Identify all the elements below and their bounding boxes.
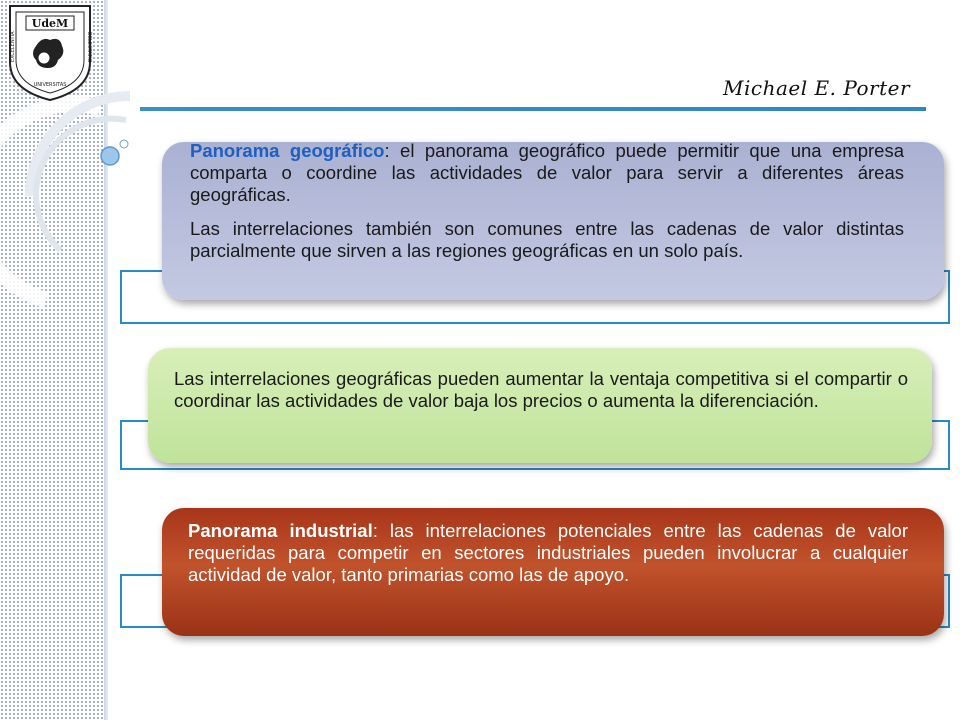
geographic-scope-paragraph [190, 140, 904, 206]
bubble-large [101, 147, 119, 165]
geographic-scope-heading: Panorama geográfico [190, 140, 385, 161]
industrial-scope-text: : las interrelaciones potenciales entre las cadenas de valor requeridas para competir en sectores industriales pueden involucrar a cualquier actividad de valor, tanto primarias como las de apoyo. [188, 520, 908, 585]
logo-motto-left: EXCELENTIA [10, 31, 16, 62]
logo-motto-right: DELECTATIO [86, 32, 92, 63]
logo-monogram: UdeM [31, 17, 69, 30]
bubble-small [120, 140, 128, 148]
geographic-scope-text: : el panorama geográfico puede permitir que una empresa comparta o coordine las actividades de valor para servir a diferentes áreas geográficas. [190, 140, 904, 205]
industrial-scope-heading: Panorama industrial [188, 520, 373, 541]
author-name: Michael E. Porter [723, 76, 910, 100]
university-logo [4, 2, 96, 102]
industrial-scope-paragraph [188, 520, 908, 586]
geographic-interrelations-paragraph: Las interrelaciones también son comunes entre las cadenas de valor distintas parcialmente que sirven a las regiones geográficas en un solo país. [190, 218, 904, 261]
geographic-scope-card [162, 142, 944, 300]
logo-motto-bottom: UNIVERSITAS [33, 82, 67, 88]
industrial-scope-card [162, 508, 944, 636]
geographic-advantage-text: Las interrelaciones geográficas pueden aumentar la ventaja competitiva si el compartir o coordinar las actividades de valor baja los precios o aumenta la diferenciación. [174, 368, 908, 411]
geographic-advantage-card [148, 348, 932, 463]
header-rule [140, 107, 926, 111]
